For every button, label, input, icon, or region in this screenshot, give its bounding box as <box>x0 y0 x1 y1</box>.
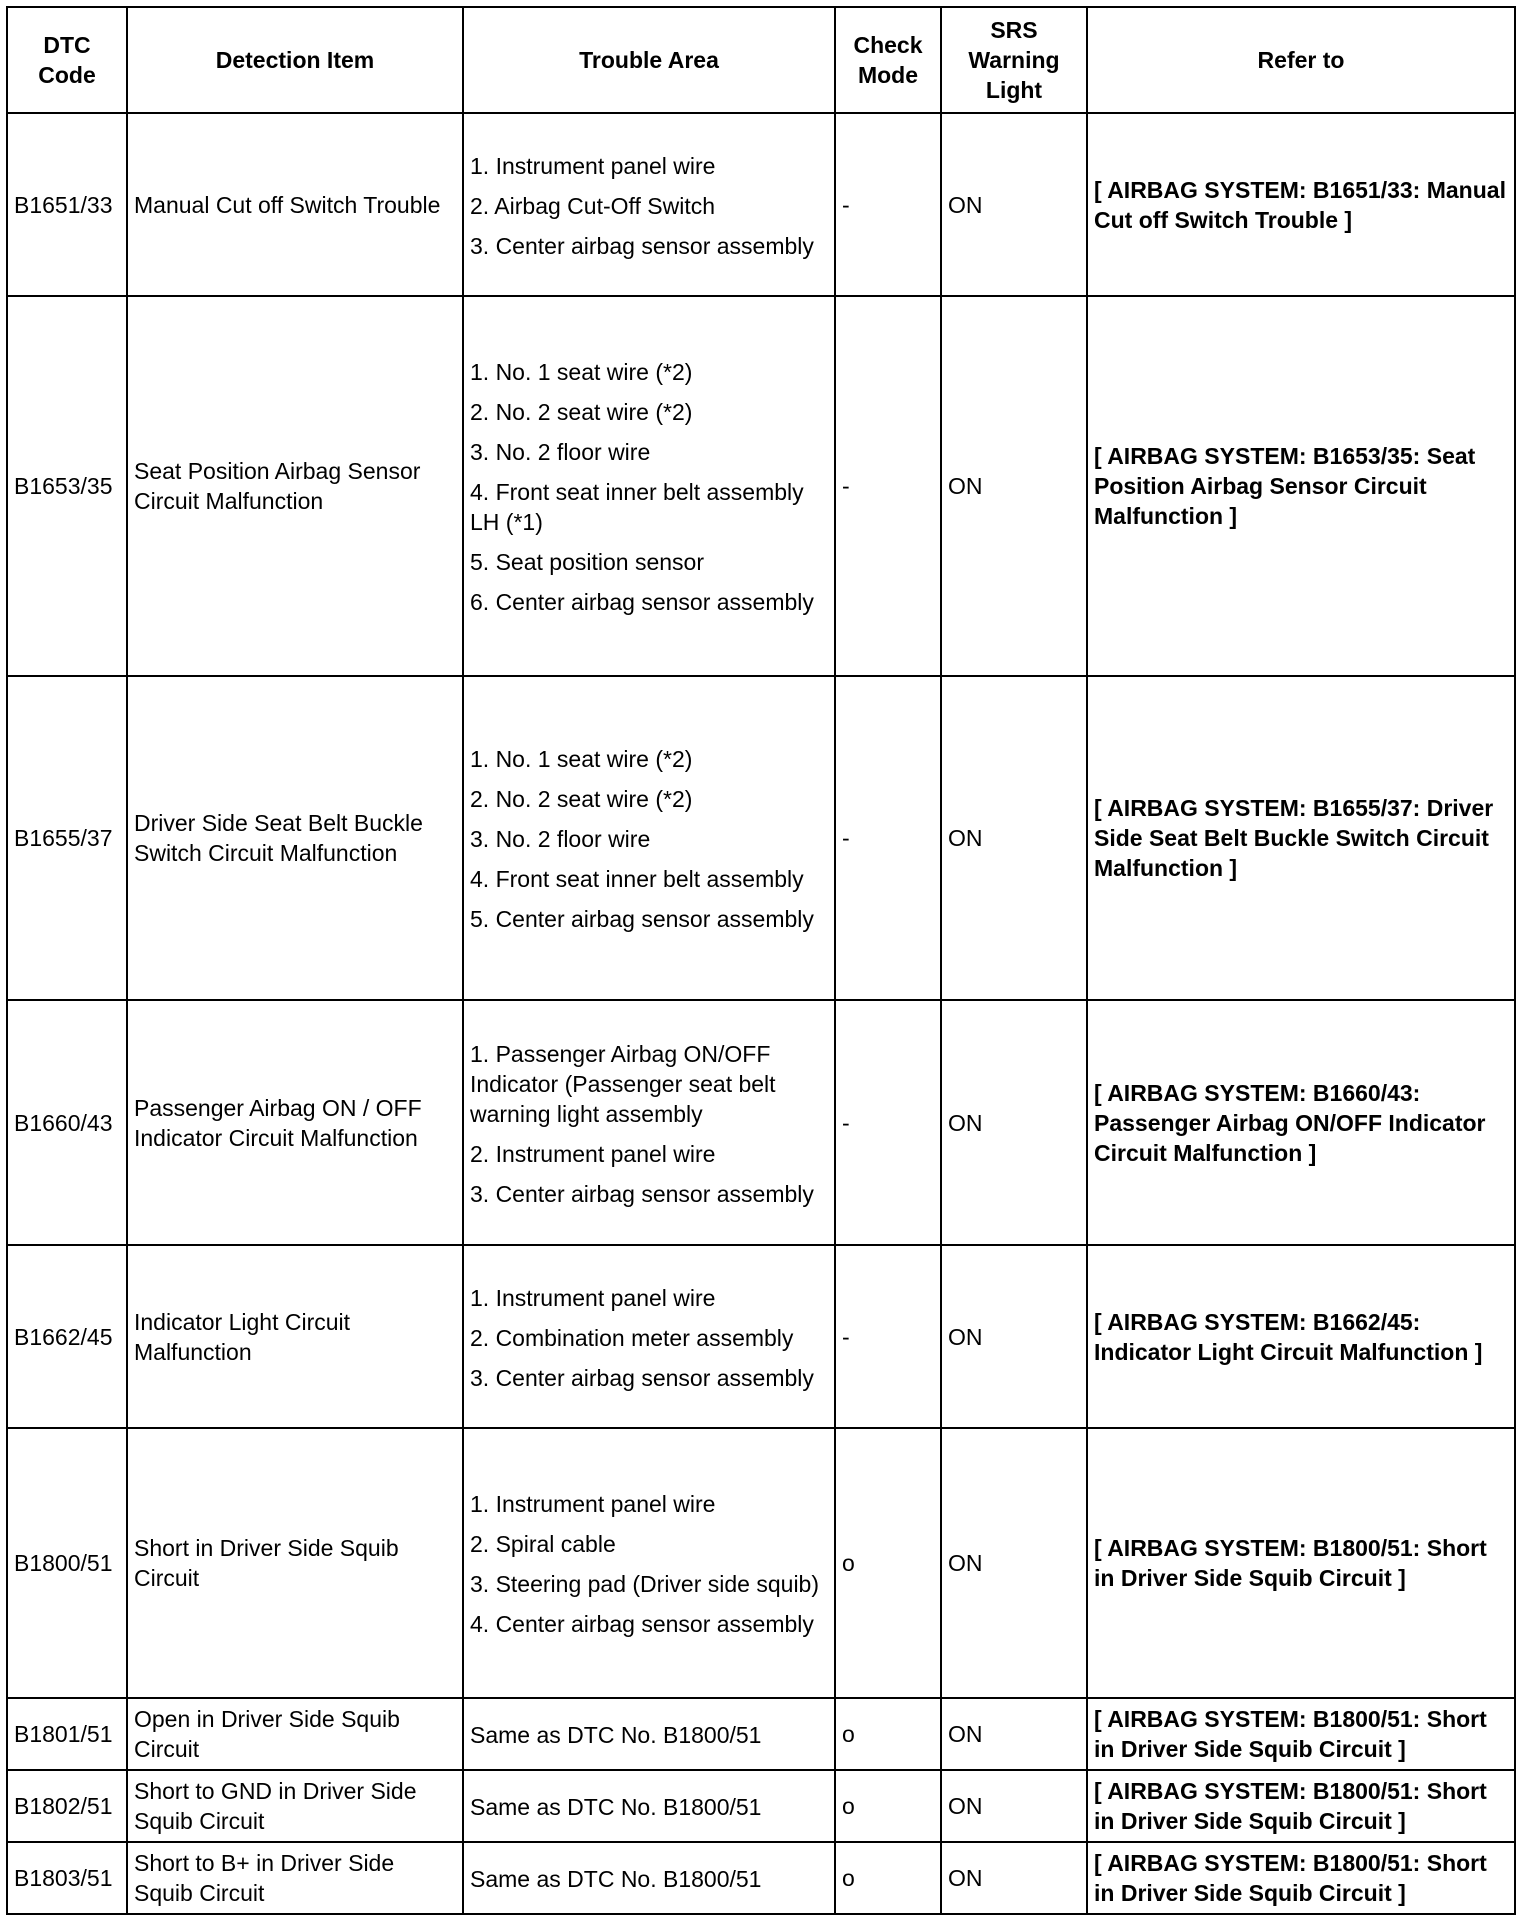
refer-to-cell: [ AIRBAG SYSTEM: B1800/51: Short in Driver Side Squib Circuit ] <box>1087 1842 1515 1914</box>
header-trouble-area: Trouble Area <box>463 7 835 113</box>
trouble-area-item: 2. No. 2 seat wire (*2) <box>470 786 693 812</box>
detection-item-cell: Short to B+ in Driver Side Squib Circuit <box>127 1842 463 1914</box>
dtc-code-cell: B1803/51 <box>7 1842 127 1914</box>
detection-item-cell: Manual Cut off Switch Trouble <box>127 113 463 296</box>
dtc-code-cell: B1653/35 <box>7 296 127 676</box>
trouble-area-item: 2. Instrument panel wire <box>470 1140 716 1167</box>
detection-item-cell: Short to GND in Driver Side Squib Circuit <box>127 1770 463 1842</box>
trouble-area-item: 3. Center airbag sensor assembly <box>470 1364 814 1391</box>
refer-to-cell: [ AIRBAG SYSTEM: B1800/51: Short in Driver Side Squib Circuit ] <box>1087 1428 1515 1698</box>
refer-to-cell: [ AIRBAG SYSTEM: B1800/51: Short in Driver Side Squib Circuit ] <box>1087 1770 1515 1842</box>
trouble-area-cell <box>463 1770 835 1842</box>
detection-item-cell: Driver Side Seat Belt Buckle Switch Circuit Malfunction <box>127 676 463 1000</box>
detection-item-cell: Passenger Airbag ON / OFF Indicator Circuit Malfunction <box>127 1000 463 1245</box>
trouble-area-cell <box>463 1698 835 1770</box>
dtc-code-cell: B1801/51 <box>7 1698 127 1770</box>
table-row <box>7 1770 1515 1842</box>
dtc-table-body <box>7 113 1515 1914</box>
refer-to-cell: [ AIRBAG SYSTEM: B1800/51: Short in Driver Side Squib Circuit ] <box>1087 1698 1515 1770</box>
check-mode-cell: o <box>835 1698 941 1770</box>
trouble-area-item: 2. Spiral cable <box>470 1531 616 1557</box>
trouble-area-item: 2. Airbag Cut-Off Switch <box>470 192 716 219</box>
header-check-mode: Check Mode <box>835 7 941 113</box>
refer-to-cell: [ AIRBAG SYSTEM: B1660/43: Passenger Airbag ON/OFF Indicator Circuit Malfunction ] <box>1087 1000 1515 1245</box>
dtc-code-cell: B1800/51 <box>7 1428 127 1698</box>
trouble-area-item: 1. Passenger Airbag ON/OFF Indicator (Passenger seat belt warning light assembly <box>470 1040 776 1127</box>
trouble-area-item: 4. Front seat inner belt assembly LH (*1) <box>470 479 804 535</box>
srs-warning-light-cell: ON <box>941 1770 1087 1842</box>
trouble-area-item: 3. Steering pad (Driver side squib) <box>470 1571 819 1597</box>
check-mode-cell: - <box>835 296 941 676</box>
dtc-table <box>6 6 1516 1915</box>
refer-to-cell: [ AIRBAG SYSTEM: B1651/33: Manual Cut off Switch Trouble ] <box>1087 113 1515 296</box>
trouble-area-item: Same as DTC No. B1800/51 <box>470 1722 762 1748</box>
srs-warning-light-cell: ON <box>941 1842 1087 1914</box>
srs-warning-light-cell: ON <box>941 1428 1087 1698</box>
detection-item-cell: Seat Position Airbag Sensor Circuit Malfunction <box>127 296 463 676</box>
table-row <box>7 1000 1515 1245</box>
trouble-area-cell <box>463 1000 835 1245</box>
header-refer-to: Refer to <box>1087 7 1515 113</box>
header-row <box>7 7 1515 113</box>
trouble-area-item: 1. No. 1 seat wire (*2) <box>470 746 693 772</box>
dtc-code-cell: B1802/51 <box>7 1770 127 1842</box>
srs-warning-light-cell: ON <box>941 1698 1087 1770</box>
trouble-area-item: 3. Center airbag sensor assembly <box>470 232 814 259</box>
trouble-area-item: 4. Center airbag sensor assembly <box>470 1611 814 1637</box>
srs-warning-light-cell: ON <box>941 113 1087 296</box>
refer-to-cell: [ AIRBAG SYSTEM: B1662/45: Indicator Light Circuit Malfunction ] <box>1087 1245 1515 1428</box>
table-row <box>7 676 1515 1000</box>
dtc-code-cell: B1662/45 <box>7 1245 127 1428</box>
trouble-area-item: 3. No. 2 floor wire <box>470 439 651 465</box>
table-row <box>7 1842 1515 1914</box>
srs-warning-light-cell: ON <box>941 1245 1087 1428</box>
detection-item-cell: Short in Driver Side Squib Circuit <box>127 1428 463 1698</box>
header-srs-warning-light: SRS Warning Light <box>941 7 1087 113</box>
dtc-code-cell: B1651/33 <box>7 113 127 296</box>
table-row <box>7 1428 1515 1698</box>
table-row <box>7 1245 1515 1428</box>
header-dtc-code: DTC Code <box>7 7 127 113</box>
dtc-code-cell: B1655/37 <box>7 676 127 1000</box>
table-row <box>7 296 1515 676</box>
check-mode-cell: - <box>835 1245 941 1428</box>
header-detection-item: Detection Item <box>127 7 463 113</box>
detection-item-cell: Open in Driver Side Squib Circuit <box>127 1698 463 1770</box>
srs-warning-light-cell: ON <box>941 296 1087 676</box>
trouble-area-item: 5. Seat position sensor <box>470 549 704 575</box>
check-mode-cell: o <box>835 1770 941 1842</box>
refer-to-cell: [ AIRBAG SYSTEM: B1653/35: Seat Position Airbag Sensor Circuit Malfunction ] <box>1087 296 1515 676</box>
trouble-area-cell <box>463 296 835 676</box>
check-mode-cell: o <box>835 1428 941 1698</box>
trouble-area-item: 1. No. 1 seat wire (*2) <box>470 359 693 385</box>
trouble-area-item: 4. Front seat inner belt assembly <box>470 866 804 892</box>
trouble-area-cell <box>463 1428 835 1698</box>
trouble-area-cell <box>463 1842 835 1914</box>
srs-warning-light-cell: ON <box>941 676 1087 1000</box>
check-mode-cell: - <box>835 676 941 1000</box>
trouble-area-item: 1. Instrument panel wire <box>470 152 716 179</box>
detection-item-cell: Indicator Light Circuit Malfunction <box>127 1245 463 1428</box>
dtc-code-cell: B1660/43 <box>7 1000 127 1245</box>
table-row <box>7 113 1515 296</box>
trouble-area-item: 3. Center airbag sensor assembly <box>470 1180 814 1207</box>
trouble-area-item: 2. No. 2 seat wire (*2) <box>470 399 693 425</box>
trouble-area-item: 5. Center airbag sensor assembly <box>470 906 814 932</box>
trouble-area-item: Same as DTC No. B1800/51 <box>470 1866 762 1892</box>
trouble-area-item: 1. Instrument panel wire <box>470 1491 716 1517</box>
refer-to-cell: [ AIRBAG SYSTEM: B1655/37: Driver Side Seat Belt Buckle Switch Circuit Malfunction ] <box>1087 676 1515 1000</box>
check-mode-cell: - <box>835 113 941 296</box>
srs-warning-light-cell: ON <box>941 1000 1087 1245</box>
trouble-area-item: Same as DTC No. B1800/51 <box>470 1794 762 1820</box>
check-mode-cell: - <box>835 1000 941 1245</box>
trouble-area-item: 1. Instrument panel wire <box>470 1284 716 1311</box>
trouble-area-cell <box>463 113 835 296</box>
check-mode-cell: o <box>835 1842 941 1914</box>
table-row <box>7 1698 1515 1770</box>
trouble-area-item: 6. Center airbag sensor assembly <box>470 589 814 615</box>
trouble-area-item: 3. No. 2 floor wire <box>470 826 651 852</box>
trouble-area-cell <box>463 676 835 1000</box>
trouble-area-cell <box>463 1245 835 1428</box>
trouble-area-item: 2. Combination meter assembly <box>470 1324 794 1351</box>
